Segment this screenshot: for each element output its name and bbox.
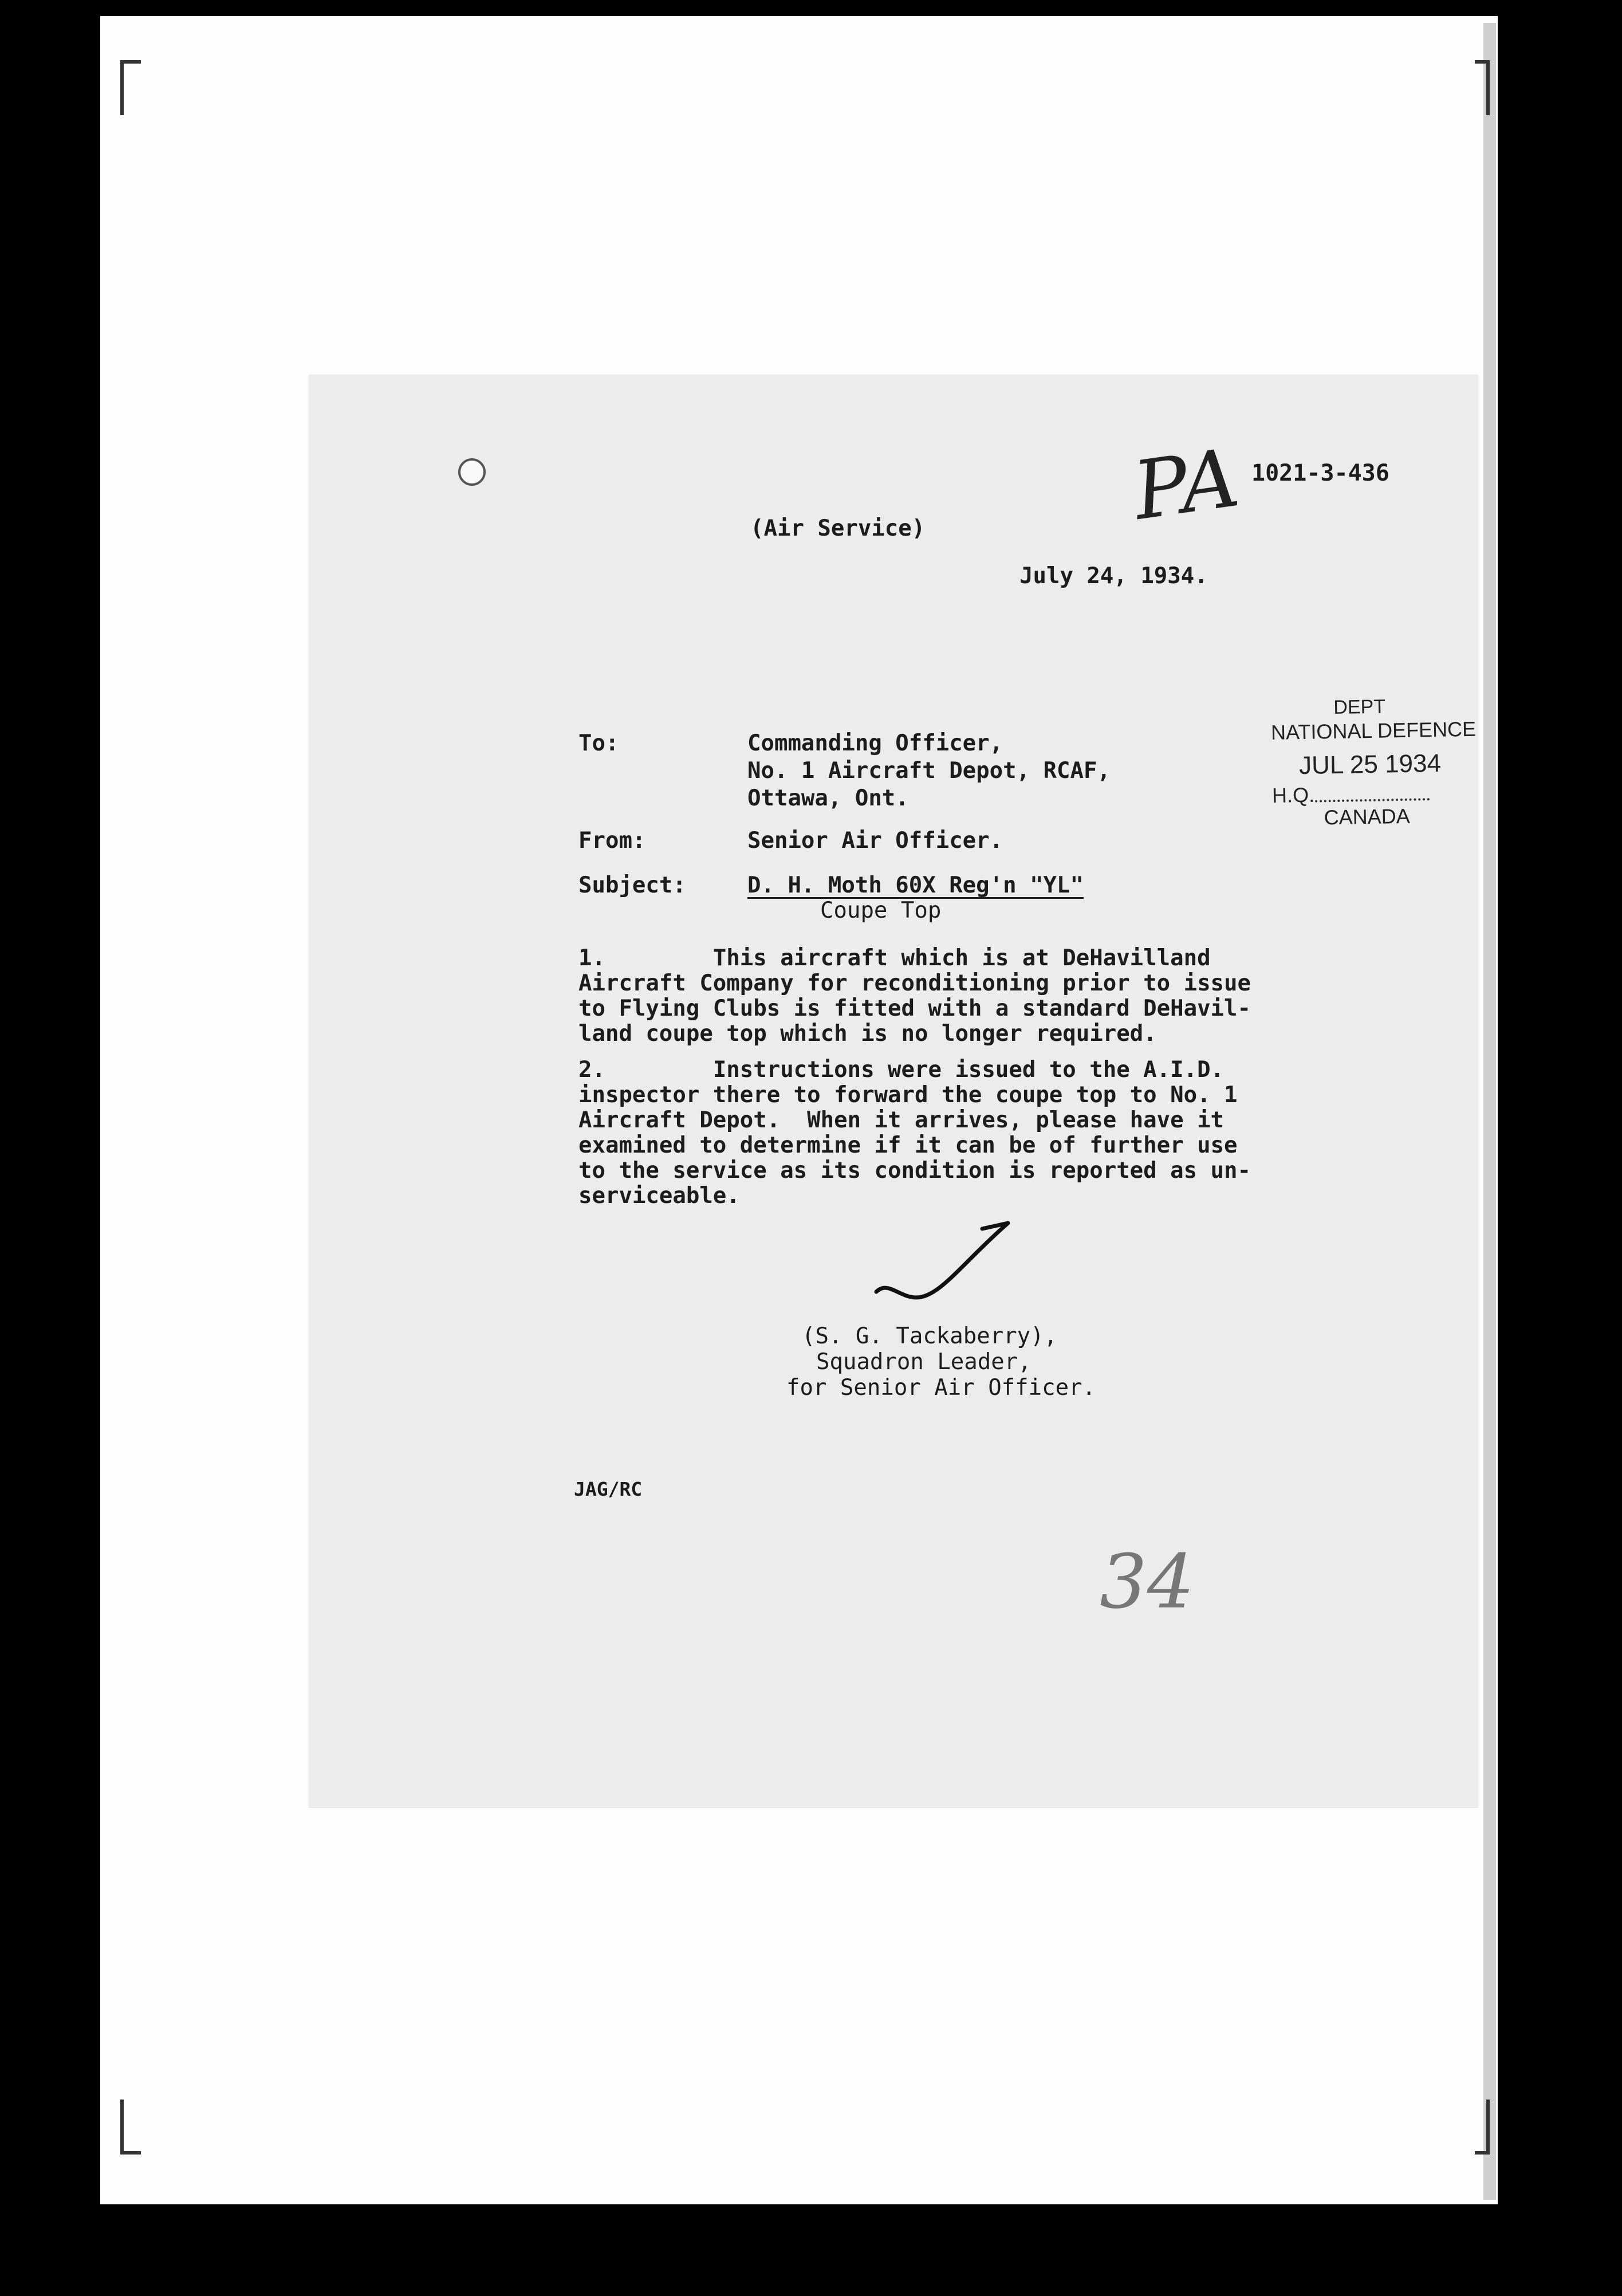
stamp-line: CANADA xyxy=(1324,804,1411,829)
paragraph-line: to the service as its condition is reported as un- xyxy=(578,1158,1251,1184)
paragraph-line: serviceable. xyxy=(578,1183,740,1209)
stamp-line: DEPT xyxy=(1333,695,1386,719)
paragraph-line: to Flying Clubs is fitted with a standard DeHavil- xyxy=(578,996,1251,1021)
handwritten-mark: PA xyxy=(1128,431,1245,538)
paragraph-line: 1. This aircraft which is at DeHavilland xyxy=(578,945,1211,971)
handwritten-signature xyxy=(865,1212,1014,1315)
to-label: To: xyxy=(578,730,619,756)
signatory-rank: Squadron Leader, xyxy=(816,1349,1032,1375)
corner-mark-bottom-right xyxy=(1475,2100,1490,2155)
file-number: 1021-3-436 xyxy=(1251,460,1389,486)
paragraph-line: 2. Instructions were issued to the A.I.D. xyxy=(578,1057,1225,1083)
from-label: From: xyxy=(578,828,646,854)
punch-hole xyxy=(458,458,486,486)
paragraph-line: examined to determine if it can be of further use xyxy=(578,1133,1238,1158)
subject-line: Coupe Top xyxy=(820,898,942,923)
handwritten-page-number: 34 xyxy=(1100,1538,1195,1625)
stamp-line: NATIONAL DEFENCE xyxy=(1270,717,1477,744)
paragraph-line: Aircraft Company for reconditioning prior to issue xyxy=(578,970,1251,996)
signatory-for-line: for Senior Air Officer. xyxy=(786,1375,1096,1401)
stamp-dotted-rule xyxy=(1315,798,1430,802)
subject-line: D. H. Moth 60X Reg'n "YL" xyxy=(747,872,1084,898)
paragraph-line: land coupe top which is no longer required. xyxy=(578,1021,1157,1047)
letter-page xyxy=(309,375,1478,1807)
addressee-line: No. 1 Aircraft Depot, RCAF, xyxy=(747,758,1111,784)
typist-initials: JAG/RC xyxy=(574,1478,643,1500)
addressee-line: Commanding Officer, xyxy=(747,730,1003,756)
date-line: July 24, 1934. xyxy=(1019,563,1208,589)
header-title: (Air Service) xyxy=(750,516,926,541)
stamp-line: H.Q. xyxy=(1271,783,1315,807)
sheet-edge-strip xyxy=(1483,23,1496,2200)
subject-label: Subject: xyxy=(578,872,686,898)
received-stamp xyxy=(1270,694,1477,829)
signatory-name: (S. G. Tackaberry), xyxy=(802,1323,1058,1349)
addressee-line: Ottawa, Ont. xyxy=(747,785,909,811)
paragraph-line: Aircraft Depot. When it arrives, please have it xyxy=(578,1107,1225,1133)
stamp-date: JUL 25 1934 xyxy=(1298,749,1442,780)
corner-mark-top-right xyxy=(1475,60,1490,115)
sender: Senior Air Officer. xyxy=(747,828,1003,854)
corner-mark-top-left xyxy=(120,60,141,115)
paragraph-line: inspector there to forward the coupe top to No. 1 xyxy=(578,1082,1238,1108)
corner-mark-bottom-left xyxy=(120,2100,141,2155)
